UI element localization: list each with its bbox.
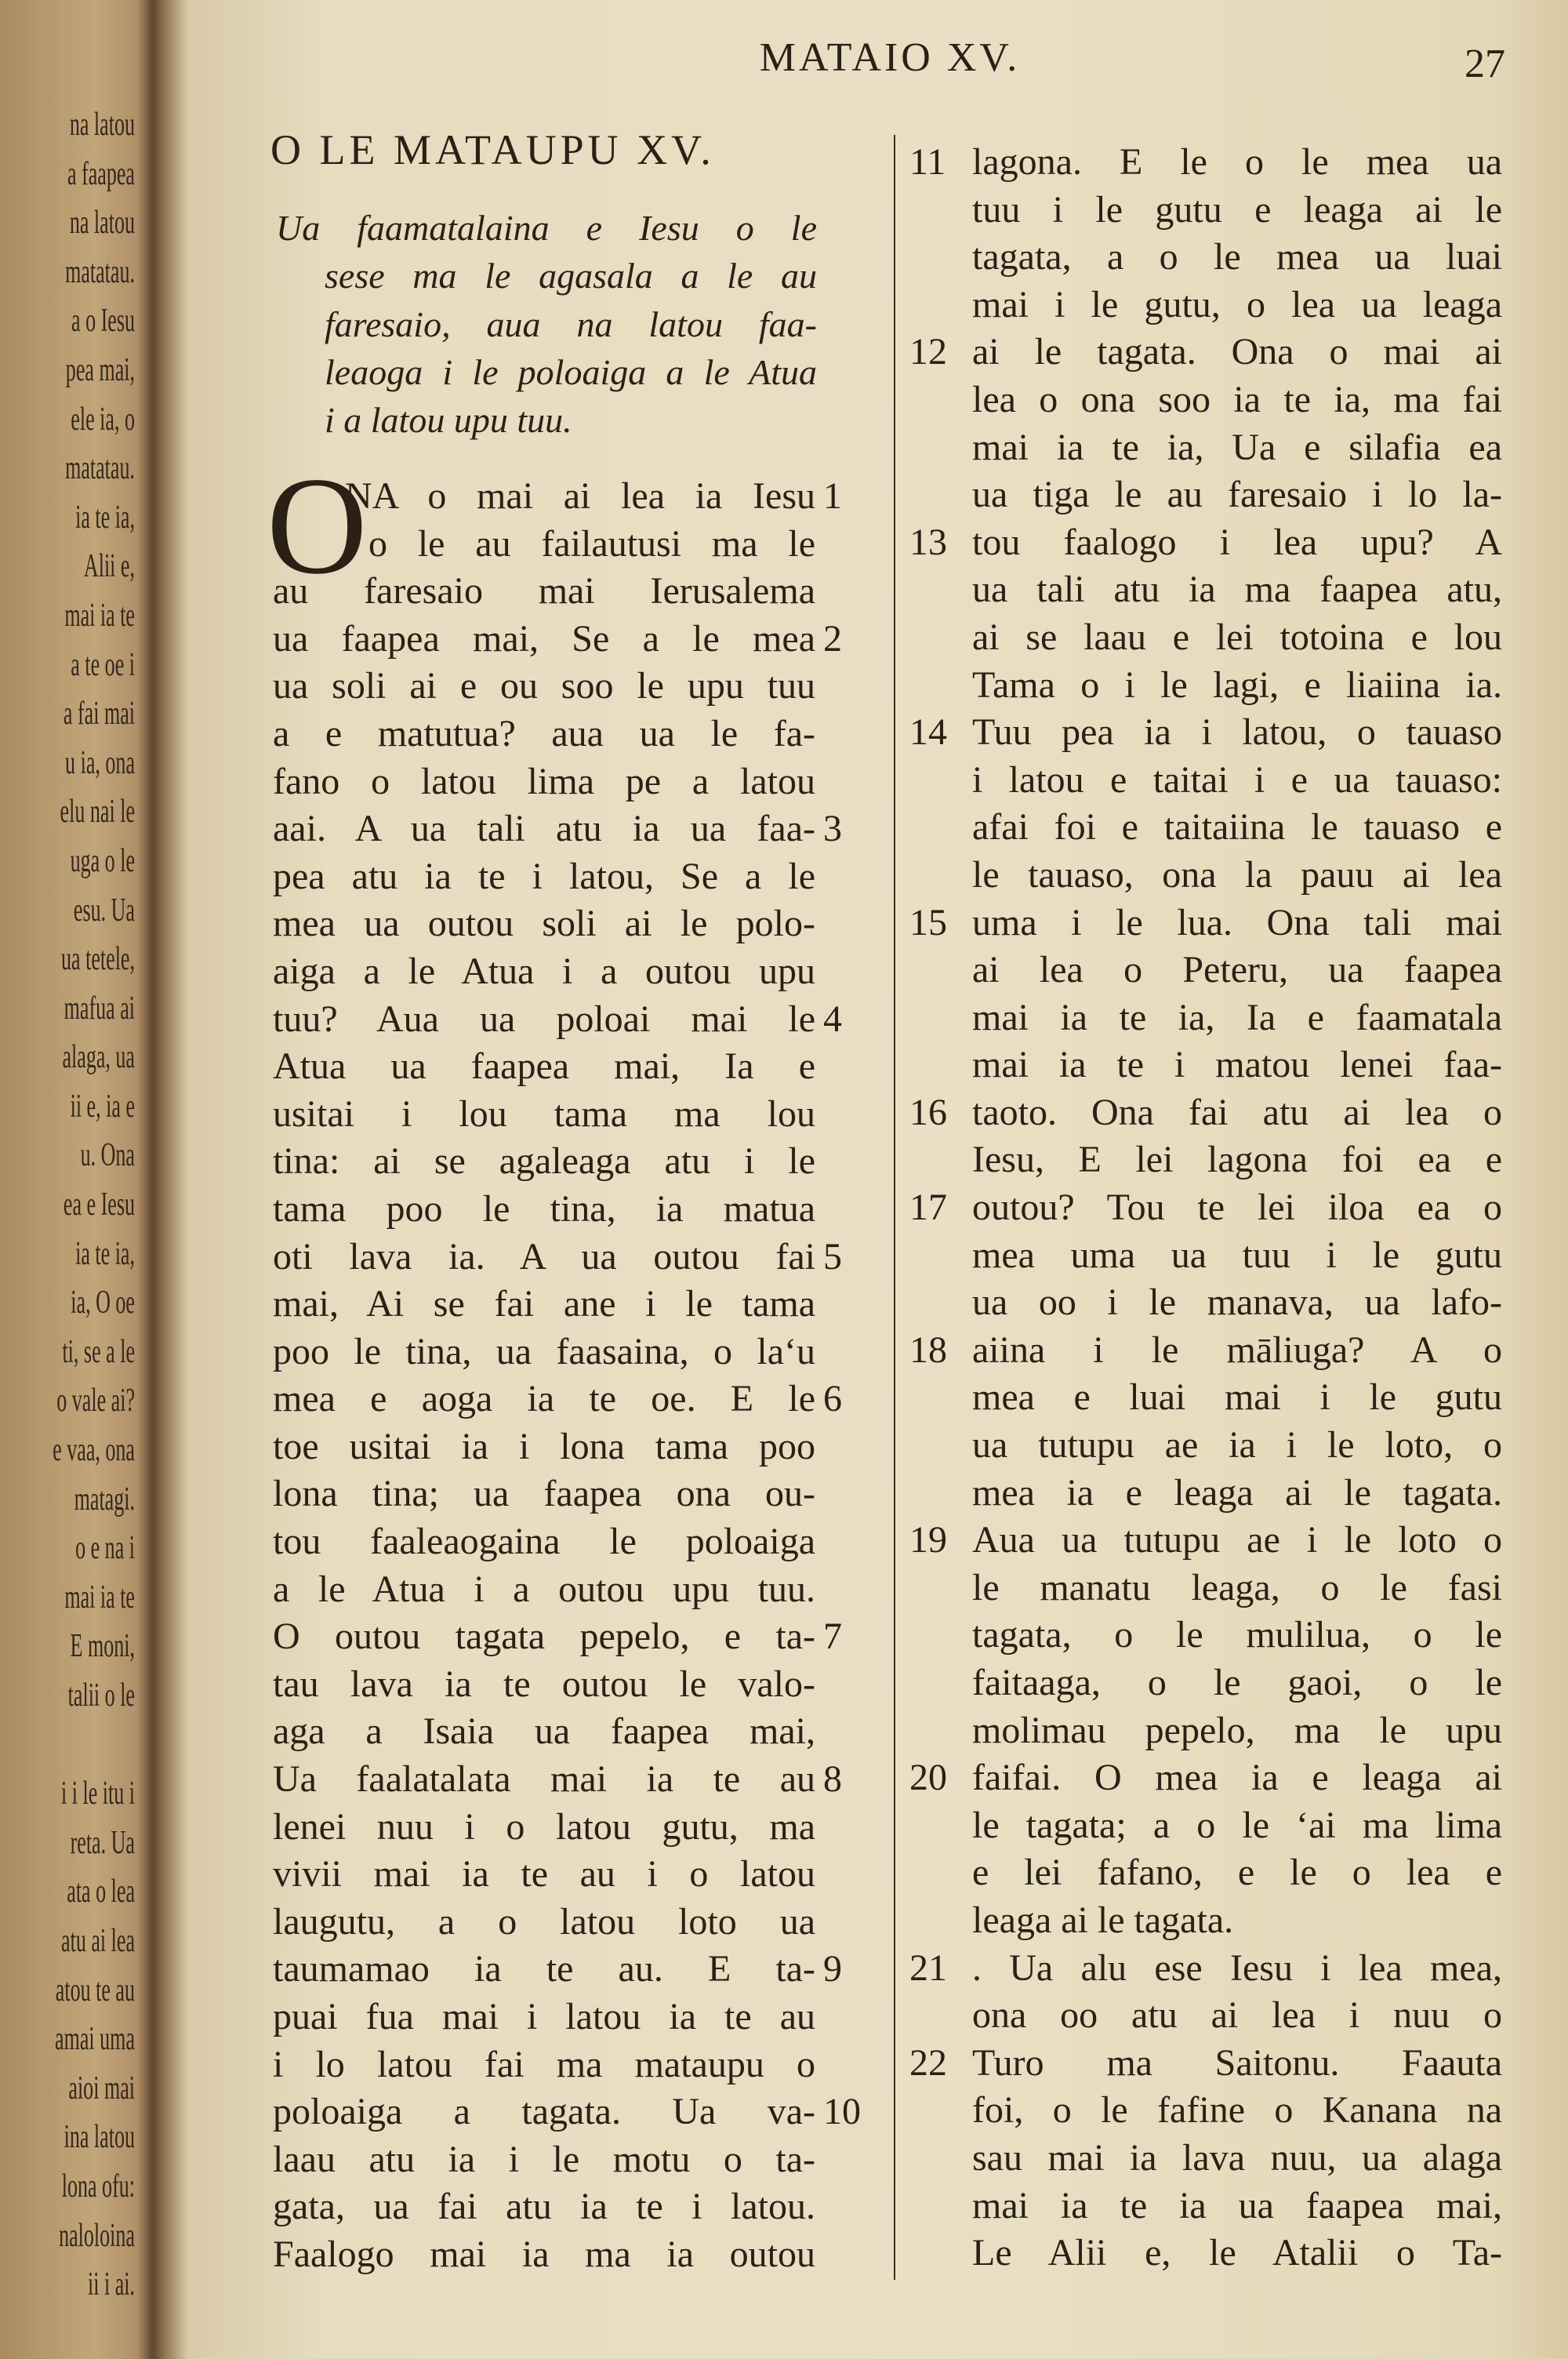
facing-page-line: na latou: [69, 205, 135, 242]
facing-page-line: mafua ai: [64, 990, 135, 1027]
text-line: [273, 1804, 815, 1852]
text-line: [972, 1279, 1502, 1327]
text-line: [273, 2136, 815, 2184]
text-line: [273, 473, 842, 521]
line-text: ua soli ai e ou soo le upu tuu: [273, 665, 815, 707]
text-line: [273, 853, 815, 901]
line-text: mai, Ai se fai ane i le tama: [273, 1283, 815, 1325]
text-line: [273, 1470, 815, 1518]
text-line: [273, 616, 842, 663]
text-line: [909, 1517, 1502, 1565]
text-line: [273, 758, 815, 806]
text-line: [972, 424, 1502, 472]
facing-page-line: ia te ia,: [75, 499, 135, 536]
text-line: [273, 1994, 815, 2041]
line-text: ua faapea mai, Se a le mea: [273, 617, 815, 660]
verse-number: 20: [909, 1757, 947, 1799]
text-line: [273, 711, 815, 758]
line-text: e lei fafano, e le o lea e: [972, 1852, 1502, 1894]
line-text: ua tiga le au faresaio i lo la-: [972, 474, 1502, 516]
line-text: leaga ai le tagata.: [972, 1899, 1234, 1941]
line-text: mai i le gutu, o lea ua leaga: [972, 283, 1502, 325]
text-line: [273, 900, 815, 948]
facing-page-line: ata o lea: [67, 1874, 135, 1910]
text-line: [273, 568, 815, 616]
text-line: [909, 709, 1502, 757]
text-line: [972, 376, 1502, 424]
text-line: [972, 1374, 1502, 1422]
text-line: [273, 996, 842, 1044]
text-line: [909, 2040, 1502, 2088]
text-line: [909, 1945, 1502, 1993]
text-line: [909, 139, 1502, 187]
text-line: [909, 1184, 1502, 1232]
line-text: faitaaga, o le gaoi, o le: [972, 1662, 1502, 1703]
text-line: [273, 1946, 842, 1994]
verse-number: 3: [823, 808, 842, 850]
text-line: [273, 1234, 842, 1281]
facing-page-line: alaga, ua: [62, 1039, 135, 1076]
facing-page-line: o e na i: [75, 1530, 135, 1567]
facing-page-line: matatau.: [65, 253, 135, 290]
line-text: Atua ua faapea mai, Ia e: [273, 1045, 815, 1088]
line-text: faifai. O mea ia e leaga ai: [972, 1757, 1502, 1799]
line-text: laau atu ia i le motu o ta-: [273, 2138, 815, 2180]
facing-page-line: a te oe i: [71, 646, 135, 683]
text-line: [972, 1992, 1502, 2040]
text-line: [972, 614, 1502, 662]
facing-page-line: ii i ai.: [87, 2266, 135, 2303]
line-text: lagona. E le o le mea ua: [972, 141, 1502, 183]
facing-page-line: ina latou: [64, 2119, 135, 2156]
text-line: [972, 1422, 1502, 1470]
text-line: [972, 1802, 1502, 1850]
facing-page-line: o vale ai?: [56, 1383, 135, 1419]
facing-page-line: a fai mai: [63, 696, 135, 732]
line-text: Faalogo mai ia ma ia outou: [273, 2233, 815, 2275]
chapter-summary: [276, 204, 817, 444]
facing-page-line: e vaa, ona: [53, 1432, 135, 1469]
line-text: Iesu, E lei lagona foi ea e: [972, 1139, 1502, 1181]
summary-line: faresaio, aua na latou faa-: [325, 304, 817, 344]
line-text: a le Atua i a outou upu tuu.: [273, 1568, 815, 1610]
text-line: [273, 948, 815, 996]
text-line: [972, 2183, 1502, 2230]
left-text-column: [273, 473, 861, 2279]
facing-page-line: Alii e,: [83, 548, 135, 585]
line-text: molimau pepelo, ma le upu: [972, 1709, 1502, 1751]
verse-number: 22: [909, 2041, 947, 2084]
line-text: tou faalogo i lea upu? A: [972, 521, 1502, 563]
line-text: lona tina; ua faapea ona ou-: [273, 1473, 815, 1515]
line-text: fano o latou lima pe a latou: [273, 760, 815, 802]
text-line: [273, 521, 815, 569]
facing-page-line: ii e, ia e: [70, 1088, 135, 1125]
text-line: [273, 1661, 815, 1709]
line-text: tagata, a o le mea ua luai: [972, 236, 1502, 278]
text-line: [972, 1897, 1502, 1945]
line-text: pea atu ia te i latou, Se a le: [273, 855, 815, 897]
line-text: aga a Isaia ua faapea mai,: [273, 1710, 815, 1753]
verse-number: 1: [823, 475, 842, 517]
text-line: [972, 1849, 1502, 1897]
line-text: tagata, o le mulilua, o le: [972, 1614, 1502, 1656]
line-text: taumamao ia te au. E ta-: [273, 1948, 815, 1990]
text-line: [273, 805, 842, 853]
line-text: ua tali atu ia ma faapea atu,: [972, 569, 1502, 611]
line-text: o le au failautusi ma le: [368, 522, 815, 565]
text-line: [273, 1851, 815, 1899]
text-line: [909, 1754, 1502, 1802]
verse-number: 14: [909, 711, 947, 754]
verse-number: 4: [823, 998, 842, 1040]
line-text: uma i le lua. Ona tali mai: [972, 901, 1502, 943]
facing-page-line: ea e Iesu: [63, 1187, 135, 1223]
text-line: [972, 2230, 1502, 2277]
line-text: . Ua alu ese Iesu i lea mea,: [972, 1946, 1502, 1989]
line-text: le tauaso, ona la pauu ai lea: [972, 853, 1502, 896]
line-text: ona oo atu ai lea i nuu o: [972, 1994, 1502, 2037]
verse-number: 11: [909, 141, 946, 183]
text-line: [909, 900, 1502, 947]
text-line: [273, 1756, 842, 1804]
line-text: mea ua outou soli ai le polo-: [273, 903, 815, 945]
line-text: outou? Tou te lei iloa ea o: [972, 1187, 1502, 1229]
text-line: [972, 1612, 1502, 1659]
facing-page-line: lona ofu:: [61, 2168, 135, 2205]
text-line: [972, 471, 1502, 519]
line-text: poo le tina, ua faasaina, o la‘u: [273, 1330, 815, 1372]
page-number: 27: [1465, 42, 1505, 86]
facing-page-line: atou te au: [55, 1972, 135, 2008]
facing-page-line: amai uma: [55, 2021, 135, 2058]
verse-number: 9: [823, 1948, 842, 1990]
facing-page-line: atu ai lea: [61, 1922, 135, 1959]
line-text: tama poo le tina, ia matua: [273, 1187, 815, 1230]
column-divider: [894, 135, 895, 2280]
text-line: [909, 329, 1502, 376]
text-line: [972, 947, 1502, 994]
line-text: aiga a le Atua i a outou upu: [273, 950, 815, 992]
facing-page-line: matagi.: [74, 1481, 135, 1518]
text-line: [273, 1899, 815, 1946]
text-line: [972, 2087, 1502, 2135]
line-text: le manatu leaga, o le fasi: [972, 1566, 1502, 1608]
text-line: [273, 1091, 815, 1139]
text-line: [972, 1041, 1502, 1089]
facing-page-line: matatau.: [65, 450, 135, 487]
facing-page-line: na latou: [69, 107, 135, 143]
line-text: Le Alii e, le Atalii o Ta-: [972, 2232, 1502, 2274]
line-text: Turo ma Saitonu. Faauta: [972, 2041, 1502, 2084]
text-line: [273, 663, 815, 711]
line-text: mai ia te ia, Ua e silafia ea: [972, 426, 1502, 468]
line-text: sau mai ia lava nuu, ua alaga: [972, 2136, 1502, 2179]
line-text: ai lea o Peteru, ua faapea: [972, 949, 1502, 991]
line-text: vivii mai ia te au i o latou: [273, 1853, 815, 1896]
line-text: NA o mai ai lea ia Iesu: [345, 475, 815, 517]
verse-number: 13: [909, 521, 947, 563]
summary-line: leaoga i le poloaiga a le Atua: [325, 351, 817, 392]
facing-page-line: esu. Ua: [73, 892, 135, 929]
line-text: aiina i le māliuga? A o: [972, 1329, 1502, 1371]
facing-page-line: a faapea: [67, 155, 135, 192]
text-line: [972, 566, 1502, 614]
text-line: [972, 1470, 1502, 1518]
facing-page-fragments: [0, 100, 135, 2310]
summary-line: sese ma le agasala a le au: [325, 256, 817, 296]
facing-page-line: reta. Ua: [70, 1824, 135, 1861]
facing-page-line: [51, 1721, 135, 1770]
verse-number: 16: [909, 1091, 947, 1133]
text-line: [972, 757, 1502, 805]
text-line: [273, 1613, 842, 1661]
line-text: ua tutupu ae ia i le loto, o: [972, 1424, 1502, 1467]
text-line: [972, 804, 1502, 852]
line-text: puai fua mai i latou ia te au: [273, 1996, 815, 2037]
line-text: oti lava ia. A ua outou fai: [273, 1235, 815, 1278]
text-line: [273, 1566, 815, 1614]
text-line: [273, 1281, 815, 1329]
text-line: [273, 1329, 815, 1376]
line-text: Aua ua tutupu ae i le loto o: [972, 1519, 1502, 1561]
verse-number: 5: [823, 1235, 842, 1278]
line-text: mai ia te ia, Ia e faamatala: [972, 996, 1502, 1038]
line-text: Tuu pea ia i latou, o tauaso: [972, 711, 1502, 754]
text-line: [273, 2041, 815, 2089]
line-text: lenei nuu i o latou gutu, ma: [273, 1805, 815, 1848]
facing-page-line: mai ia te: [64, 1579, 135, 1616]
verse-number: 2: [823, 617, 842, 660]
text-line: [909, 519, 1502, 567]
text-line: [909, 1327, 1502, 1375]
text-line: [972, 187, 1502, 234]
text-line: [273, 2088, 861, 2136]
line-text: taoto. Ona fai atu ai lea o: [972, 1091, 1502, 1133]
right-text-column: [909, 139, 1502, 2277]
line-text: mai ia te i matou lenei faa-: [972, 1044, 1502, 1086]
facing-page-line: u. Ona: [80, 1137, 135, 1174]
text-line: [273, 1708, 815, 1756]
facing-page-line: talii o le: [67, 1677, 135, 1714]
line-text: tina: ai se agaleaga atu i le: [273, 1140, 815, 1183]
facing-page-line: ua tetele,: [61, 941, 135, 978]
line-text: poloaiga a tagata. Ua va-: [273, 2091, 815, 2133]
text-line: [273, 1376, 842, 1423]
text-line: [273, 2231, 815, 2279]
line-text: laugutu, a o latou loto ua: [273, 1900, 815, 1943]
text-line: [972, 1136, 1502, 1184]
line-text: lea o ona soo ia te ia, ma fai: [972, 378, 1502, 420]
verse-number: 12: [909, 331, 947, 373]
text-line: [273, 2183, 815, 2231]
facing-page-line: ti, se a le: [62, 1333, 135, 1370]
verse-number: 21: [909, 1946, 947, 1989]
facing-page-line: pea mai,: [65, 351, 135, 388]
line-text: ua oo i le manava, ua lafo-: [972, 1281, 1502, 1324]
summary-line: Ua faamatalaina e Iesu o le: [276, 208, 817, 248]
verse-number: 17: [909, 1187, 947, 1229]
facing-page-line: elu nai le: [60, 794, 135, 831]
line-text: mea ia e leaga ai le tagata.: [972, 1471, 1502, 1514]
text-line: [972, 1232, 1502, 1280]
facing-page-line: E moni,: [70, 1628, 135, 1665]
line-text: ai le tagata. Ona o mai ai: [972, 331, 1502, 373]
line-text: tau lava ia te outou le valo-: [273, 1663, 815, 1705]
facing-page-line: uga o le: [70, 842, 135, 879]
summary-line: i a latou upu tuu.: [325, 400, 572, 441]
line-text: aai. A ua tali atu ia ua faa-: [273, 808, 815, 850]
line-text: tuu i le gutu e leaga ai le: [972, 188, 1502, 231]
facing-page-line: aioi mai: [68, 2070, 135, 2106]
line-text: i lo latou fai ma mataupu o: [273, 2043, 815, 2085]
line-text: mea e luai mai i le gutu: [972, 1376, 1502, 1419]
line-text: gata, ua fai atu ia te i latou.: [273, 2186, 815, 2228]
verse-number: 6: [823, 1378, 842, 1420]
text-line: [909, 1089, 1502, 1137]
line-text: ai se laau e lei totoina e lou: [972, 616, 1502, 658]
text-line: [972, 994, 1502, 1042]
text-line: [273, 1186, 815, 1234]
verse-number: 8: [823, 1758, 842, 1801]
line-text: i latou e taitai i e ua tauaso:: [972, 758, 1502, 801]
verse-number: 15: [909, 901, 947, 943]
verse-number: 19: [909, 1519, 947, 1561]
verse-number: 10: [823, 2091, 861, 2133]
facing-page-line: ele ia, o: [71, 401, 135, 438]
line-text: mea e aoga ia te oe. E le: [273, 1378, 815, 1420]
chapter-title: O LE MATAUPU XV.: [270, 126, 715, 173]
line-text: Tama o i le lagi, e liaiina ia.: [972, 663, 1502, 706]
line-text: afai foi e taitaiina le tauaso e: [972, 806, 1502, 849]
verse-number: 7: [823, 1616, 842, 1658]
text-line: [273, 1518, 815, 1566]
line-text: mai ia te ia ua faapea mai,: [972, 2184, 1502, 2226]
text-line: [972, 1659, 1502, 1707]
facing-page-line: naloloina: [59, 2217, 135, 2254]
facing-page-line: ia te ia,: [75, 1235, 135, 1272]
text-line: [972, 282, 1502, 329]
drop-cap: O: [267, 448, 368, 603]
text-line: [972, 234, 1502, 282]
line-text: foi, o le fafine o Kanana na: [972, 2089, 1502, 2132]
line-text: tou faaleaogaina le poloaiga: [273, 1521, 815, 1563]
facing-page-line: a o Iesu: [71, 303, 135, 340]
line-text: au faresaio mai Ierusalema: [273, 570, 815, 612]
text-line: [972, 1707, 1502, 1755]
line-text: O outou tagata pepelo, e ta-: [273, 1616, 815, 1658]
line-text: tuu? Aua ua poloai mai le: [273, 998, 815, 1040]
text-line: [273, 1138, 815, 1186]
facing-page-line: u ia, ona: [65, 744, 135, 781]
verse-number: 18: [909, 1329, 947, 1371]
line-text: toe usitai ia i lona tama poo: [273, 1425, 815, 1467]
line-text: mea uma ua tuu i le gutu: [972, 1234, 1502, 1276]
running-title: MATAIO XV.: [759, 35, 1021, 80]
line-text: le tagata; a o le ‘ai ma lima: [972, 1804, 1502, 1846]
line-text: Ua faalatalata mai ia te au: [273, 1758, 815, 1801]
line-text: usitai i lou tama ma lou: [273, 1092, 815, 1135]
text-line: [972, 1565, 1502, 1612]
facing-page-line: ia, O oe: [71, 1285, 135, 1321]
text-line: [972, 2135, 1502, 2183]
text-line: [972, 852, 1502, 900]
text-line: [273, 1043, 815, 1091]
line-text: a e matutua? aua ua le fa-: [273, 712, 815, 754]
text-line: [273, 1423, 815, 1471]
facing-page-line: mai ia te: [64, 597, 135, 634]
text-line: [972, 662, 1502, 710]
facing-page-line: i i le itu i: [60, 1776, 135, 1812]
